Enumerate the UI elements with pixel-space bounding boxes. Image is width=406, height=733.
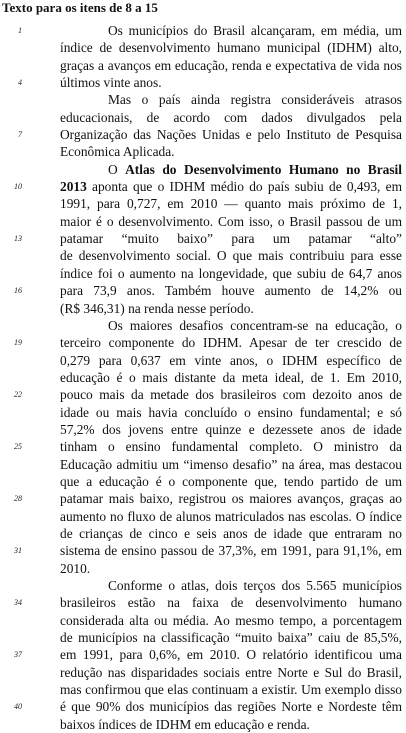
line-text-content: para 73,9 anos. Também houve aumento de 14,2% ou	[60, 283, 402, 299]
line-number: 37	[14, 650, 22, 660]
text-line	[0, 334, 406, 351]
line-text	[60, 213, 402, 230]
text-body	[0, 22, 406, 733]
text-line	[0, 317, 406, 334]
line-number: 10	[14, 182, 22, 192]
line-text	[60, 39, 402, 56]
line-number: 25	[14, 442, 22, 452]
line-number: 13	[14, 234, 22, 244]
line-text	[60, 698, 402, 715]
line-text-content: índice de desenvolvimento humano municipal (IDHM) alto,	[60, 40, 402, 56]
text-line	[0, 421, 406, 438]
line-text	[60, 404, 402, 421]
line-text-content: Os municípios do Brasil alcançaram, em média, um	[108, 23, 402, 38]
line-number: 4	[18, 78, 22, 88]
text-line	[0, 282, 406, 299]
line-text	[60, 716, 402, 733]
line-text	[60, 473, 402, 490]
text-line	[0, 456, 406, 473]
text-line	[0, 525, 406, 542]
line-text-content: mas confirmou que elas continuam a existir. Um exemplo disso	[60, 682, 402, 698]
line-text	[60, 560, 402, 577]
text-line	[0, 300, 406, 317]
text-line	[0, 143, 406, 160]
line-number: 40	[14, 702, 22, 712]
text-line	[0, 629, 406, 646]
line-number: 22	[14, 390, 22, 400]
line-text	[60, 490, 402, 507]
line-text-content: 57,2% dos jovens entre quinze e dezessete anos de idade	[60, 421, 402, 437]
line-text	[60, 369, 402, 386]
line-text	[108, 91, 402, 108]
line-text	[60, 438, 402, 455]
text-line	[0, 230, 406, 247]
line-text-content: educação é o mais distante da meta ideal, de 1. Em 2010,	[60, 369, 402, 385]
line-text-content: Econômica Aplicada.	[60, 144, 175, 160]
text-line	[0, 542, 406, 559]
line-text-content: considerada alta ou média. Ao mesmo tempo, a porcentagem	[60, 612, 402, 628]
line-text	[60, 612, 402, 629]
line-number: 19	[14, 338, 22, 348]
text-line	[0, 22, 406, 39]
text-line	[0, 39, 406, 56]
line-text-content: de municípios na classificação “muito baixa” caiu de 85,5%,	[60, 630, 402, 646]
text-line	[0, 473, 406, 490]
text-line	[0, 664, 406, 681]
line-text-content: Educação admitiu um “imenso desafio” na área, mas destacou	[60, 456, 402, 472]
line-number: 31	[14, 546, 22, 556]
line-text	[60, 143, 402, 160]
line-text	[60, 594, 402, 611]
line-number: 28	[14, 494, 22, 504]
line-text-content: que a educação é o componente que, tendo partido de um	[60, 473, 402, 489]
line-text	[60, 508, 402, 525]
line-text	[60, 386, 402, 403]
line-number: 16	[14, 286, 22, 296]
line-text-content: índice foi o aumento na longevidade, que subiu de 64,7 anos	[60, 265, 402, 281]
line-text-content: Os maiores desafios concentram-se na educação, o	[108, 317, 402, 333]
line-text	[60, 421, 402, 438]
line-text	[60, 109, 402, 126]
text-line	[0, 490, 406, 507]
line-text	[60, 664, 402, 681]
line-text-content: aponta que o IDHM médio do país subiu de 0,493, em	[86, 179, 402, 195]
text-line	[0, 577, 406, 594]
line-text	[60, 74, 402, 91]
line-text-content: tinham o ensino fundamental completo. O ministro da	[60, 439, 402, 455]
text-line	[0, 91, 406, 108]
text-line	[0, 74, 406, 91]
text-line	[0, 646, 406, 663]
text-line	[0, 681, 406, 698]
text-line	[0, 247, 406, 264]
document-title: Texto para os itens de 8 a 15	[2, 0, 158, 15]
line-text	[108, 577, 402, 594]
line-text	[60, 334, 402, 351]
line-text	[60, 352, 402, 369]
line-text	[60, 456, 402, 473]
line-text-content: 0,279 para 0,637 em vinte anos, o IDHM específico de	[60, 352, 402, 368]
line-text-content: graças a avanços em educação, renda e expectativa de vida nos	[60, 57, 402, 73]
line-text-content: patamar mais baixo, registrou os maiores avanços, graças ao	[60, 491, 402, 507]
line-text-content: (R$ 346,31) na renda nesse período.	[60, 300, 254, 316]
line-number: 7	[18, 130, 22, 140]
text-line	[0, 438, 406, 455]
line-text	[60, 300, 402, 317]
bold-text: 2013	[60, 179, 87, 195]
line-text-content: maior é o desenvolvimento. Com isso, o Brasil passou de um	[60, 213, 402, 229]
line-text	[60, 681, 402, 698]
line-text	[60, 195, 402, 212]
text-line	[0, 161, 406, 178]
text-line	[0, 265, 406, 282]
text-line	[0, 57, 406, 74]
line-text-content: pouco mais da metade dos brasileiros com dezoito anos de	[60, 387, 402, 403]
text-line	[0, 126, 406, 143]
line-text-content: Conforme o atlas, dois terços dos 5.565 municípios	[108, 578, 402, 593]
line-number: 1	[18, 26, 22, 35]
text-line	[0, 612, 406, 629]
line-text-content: educacionais, de acordo com dados divulgados pela	[60, 109, 402, 125]
line-text	[60, 265, 402, 282]
text-line	[0, 716, 406, 733]
line-text	[60, 525, 402, 542]
line-text-content: em 1991, para 0,6%, em 2010. O relatório identificou uma	[60, 647, 402, 663]
line-text-content: 2010.	[60, 560, 91, 576]
text-line	[0, 386, 406, 403]
line-text	[60, 247, 402, 264]
text-line	[0, 109, 406, 126]
line-text-content: redução nas disparidades sociais entre Norte e Sul do Brasil,	[60, 664, 402, 680]
line-text	[108, 317, 402, 334]
bold-text: Atlas do Desenvolvimento Humano no Brasil	[125, 161, 402, 177]
line-text	[60, 646, 402, 663]
line-text-content: baixos índices de IDHM em educação e renda.	[60, 716, 310, 732]
line-text	[60, 178, 402, 195]
text-line	[0, 195, 406, 212]
line-text	[60, 282, 402, 299]
text-line	[0, 213, 406, 230]
line-text-prefix: O	[108, 161, 126, 177]
line-text-content: de crianças de cinco e seis anos de idade que entraram no	[60, 525, 402, 541]
text-line	[0, 404, 406, 421]
line-text	[60, 542, 402, 559]
text-line	[0, 508, 406, 525]
line-text-content: de desenvolvimento social. O que mais contribuiu para esse	[60, 248, 402, 264]
line-text	[60, 57, 402, 74]
line-text-content: patamar “muito baixo” para um patamar “alto”	[60, 231, 402, 247]
text-line	[0, 698, 406, 715]
line-text-content: aumento no fluxo de alunos matriculados nas escolas. O índice	[60, 508, 402, 524]
line-text-content: terceiro componente do IDHM. Apesar de ter crescido de	[60, 335, 402, 351]
line-text	[108, 22, 402, 39]
line-text-content: últimos vinte anos.	[60, 75, 162, 91]
line-text	[60, 629, 402, 646]
line-text	[108, 161, 402, 178]
line-text-content: sistema de ensino passou de 37,3%, em 1991, para 91,1%, em	[60, 543, 402, 559]
line-text	[60, 126, 402, 143]
text-line	[0, 352, 406, 369]
text-line	[0, 369, 406, 386]
line-text-content: Organização das Nações Unidas e pelo Instituto de Pesquisa	[60, 127, 402, 143]
text-line	[0, 560, 406, 577]
line-text	[60, 230, 402, 247]
line-text-content: Mas o país ainda registra consideráveis atrasos	[108, 92, 402, 108]
line-text-content: 1991, para 0,727, em 2010 — quanto mais próximo de 1,	[60, 196, 402, 212]
line-text-content: idade ou mais havia concluído o ensino fundamental; e só	[60, 404, 402, 420]
line-number: 34	[14, 598, 22, 608]
text-line	[0, 178, 406, 195]
line-text-content: brasileiros estão na faixa de desenvolvimento humano	[60, 595, 402, 611]
line-text-content: é que 90% dos municípios das regiões Norte e Nordeste têm	[60, 699, 402, 715]
text-line	[0, 594, 406, 611]
